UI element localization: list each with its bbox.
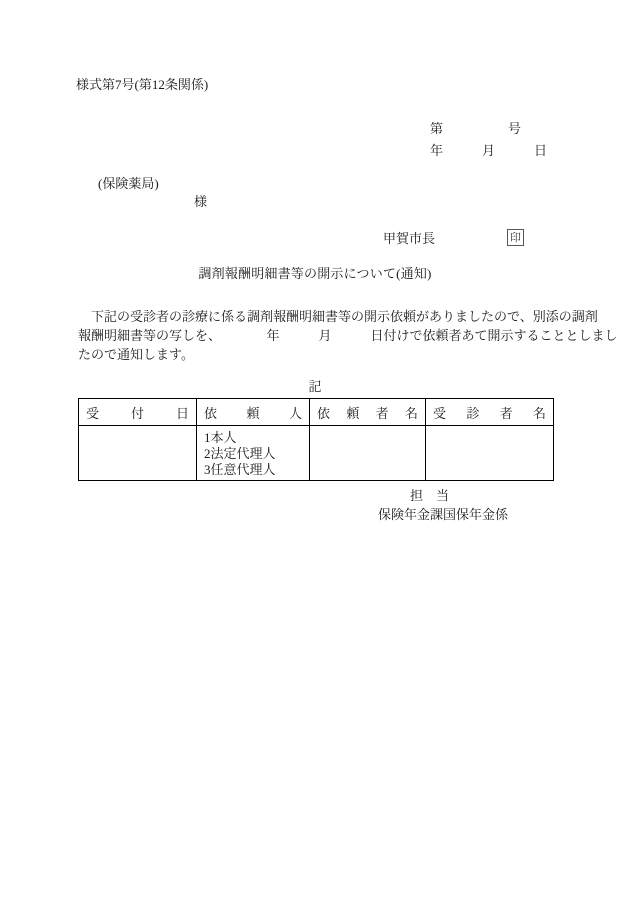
- hdr-char: 依: [204, 405, 218, 421]
- document-date-line: 年 月 日: [430, 143, 548, 158]
- record-table: [78, 398, 554, 481]
- table-header-row: [79, 399, 554, 426]
- irainin-option[interactable]: 1本人: [204, 430, 237, 445]
- document-number-line: 第 号: [430, 121, 522, 136]
- header-irainin-text: [197, 403, 309, 422]
- header-jushinsha-mei-text: [426, 403, 553, 422]
- issuer-name: 甲賀市長: [383, 231, 436, 246]
- body-paragraph: [78, 307, 618, 364]
- hdr-char: 付: [130, 405, 144, 421]
- hdr-char: 者: [375, 405, 389, 421]
- document-title: 調剤報酬明細書等の開示について(通知): [198, 266, 432, 281]
- addressee-honorific: 様: [194, 194, 208, 209]
- cell-iraisha-mei-value: [310, 426, 425, 430]
- hdr-char: 者: [499, 405, 513, 421]
- ki-mark: 記: [308, 379, 322, 394]
- hdr-char: 名: [532, 405, 546, 421]
- cell-uketsuke-bi-value: [79, 426, 196, 430]
- header-uketsuke-bi-text: [79, 403, 196, 422]
- header-cell-iraisha-mei: [310, 399, 426, 426]
- body-line-2: 報酬明細書等の写しを、 年 月 日付けで依頼者あて開示することとしまし: [78, 328, 618, 343]
- issuer-block: [383, 228, 524, 247]
- footer-contact-block: [378, 486, 508, 524]
- footer-department: 保険年金課国保年金係: [378, 507, 509, 522]
- hdr-char: 受: [86, 405, 100, 421]
- table-row: [79, 426, 554, 481]
- header-cell-uketsuke-bi: [79, 399, 197, 426]
- cell-jushinsha-mei-value: [426, 426, 553, 430]
- hdr-char: 日: [175, 405, 189, 421]
- irainin-option-list: [197, 426, 309, 478]
- seal-stamp-box: 印: [507, 229, 524, 246]
- hdr-char: 頼: [246, 405, 260, 421]
- irainin-option[interactable]: 3任意代理人: [204, 462, 276, 477]
- header-iraisha-mei-text: [310, 403, 425, 422]
- hdr-char: 受: [433, 405, 447, 421]
- document-number-date-block: [430, 118, 547, 162]
- hdr-char: 依: [317, 405, 331, 421]
- footer-tanto-label: 担 当: [410, 488, 450, 503]
- cell-jushinsha-mei[interactable]: [426, 426, 554, 481]
- form-number: 様式第7号(第12条関係): [76, 77, 209, 92]
- cell-iraisha-mei[interactable]: [310, 426, 426, 481]
- addressee-organization: (保険薬局): [98, 176, 159, 191]
- hdr-char: 頼: [346, 405, 360, 421]
- cell-uketsuke-bi[interactable]: [79, 426, 197, 481]
- header-cell-irainin: [197, 399, 310, 426]
- irainin-option[interactable]: 2法定代理人: [204, 446, 276, 461]
- hdr-char: 人: [288, 405, 302, 421]
- hdr-char: 診: [466, 405, 480, 421]
- cell-irainin[interactable]: [197, 426, 310, 481]
- hdr-char: 名: [404, 405, 418, 421]
- header-cell-jushinsha-mei: [426, 399, 554, 426]
- body-line-1: 下記の受診者の診療に係る調剤報酬明細書等の開示依頼がありましたので、別添の調剤: [78, 309, 598, 324]
- body-line-3: たので通知します。: [78, 347, 194, 362]
